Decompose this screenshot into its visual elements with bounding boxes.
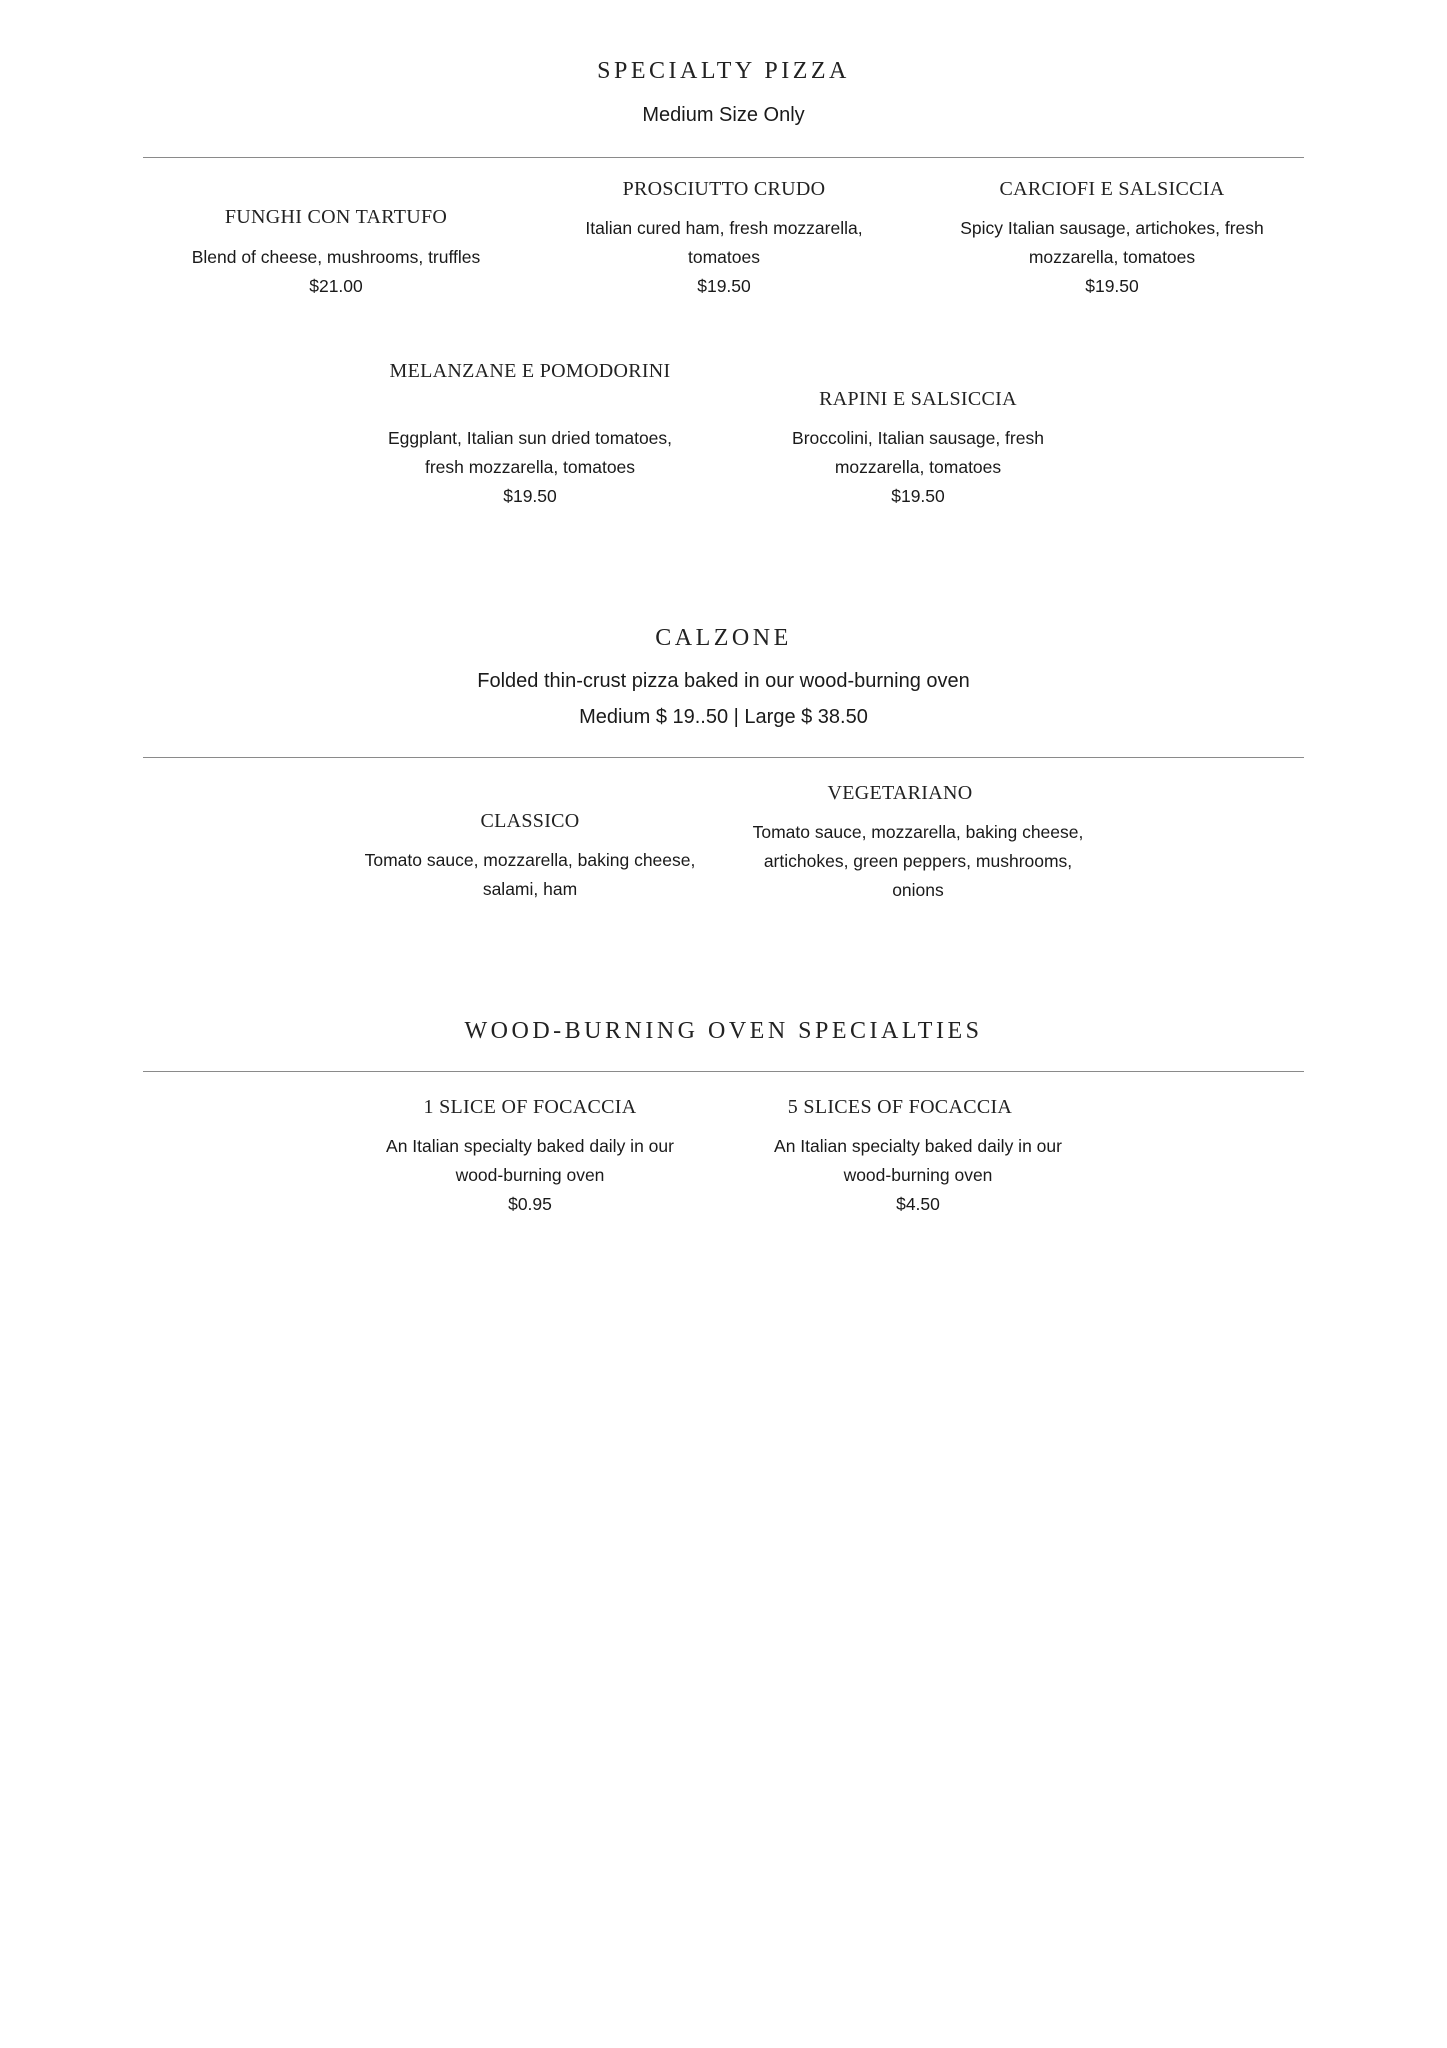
item-name: CLASSICO: [480, 810, 580, 832]
item-description-line: wood-burning oven: [455, 1165, 605, 1185]
specialty-pizza-subtitle: Medium Size Only: [642, 104, 805, 126]
item-description-line: An Italian specialty baked daily in our: [386, 1136, 674, 1156]
item-description-line: mozzarella, tomatoes: [834, 457, 1002, 477]
item-price: $19.50: [503, 486, 557, 506]
calzone-prices: Medium $ 19..50 | Large $ 38.50: [579, 706, 868, 728]
section-divider: [143, 1071, 1304, 1072]
item-description: [330, 846, 730, 904]
section-divider: [143, 157, 1304, 158]
item-name: 5 SLICES OF FOCACCIA: [787, 1096, 1013, 1118]
item-description-line: Tomato sauce, mozzarella, baking cheese,: [752, 822, 1084, 842]
section-divider: [143, 757, 1304, 758]
item-description: [330, 1132, 730, 1219]
item-name: CARCIOFI E SALSICCIA: [999, 178, 1225, 200]
item-description-line: artichokes, green peppers, mushrooms,: [763, 851, 1073, 871]
item-name: MELANZANE E POMODORINI: [389, 360, 671, 382]
item-description-line: tomatoes: [688, 247, 760, 267]
item-name: PROSCIUTTO CRUDO: [622, 178, 826, 200]
item-description: [136, 243, 536, 301]
item-name: RAPINI E SALSICCIA: [819, 388, 1017, 410]
item-price: $19.50: [697, 276, 751, 296]
item-price: $4.50: [896, 1194, 940, 1214]
item-description: [718, 1132, 1118, 1219]
item-description-line: Italian cured ham, fresh mozzarella,: [585, 218, 863, 238]
item-description-line: Spicy Italian sausage, artichokes, fresh: [960, 218, 1264, 238]
item-price: $19.50: [1085, 276, 1139, 296]
item-description-line: onions: [892, 880, 944, 900]
item-description-line: Broccolini, Italian sausage, fresh: [792, 428, 1044, 448]
specialty-pizza-title: SPECIALTY PIZZA: [597, 58, 850, 84]
item-description: [912, 214, 1312, 301]
item-price: $21.00: [309, 276, 363, 296]
item-description-line: fresh mozzarella, tomatoes: [424, 457, 636, 477]
item-name: VEGETARIANO: [827, 782, 973, 804]
item-description-line: Blend of cheese, mushrooms, truffles: [191, 247, 481, 267]
item-description-line: An Italian specialty baked daily in our: [774, 1136, 1062, 1156]
item-description: [524, 214, 924, 301]
item-price: $0.95: [508, 1194, 552, 1214]
item-name: FUNGHI CON TARTUFO: [224, 206, 448, 228]
item-description-line: wood-burning oven: [843, 1165, 993, 1185]
item-description: [718, 818, 1118, 905]
item-description: [330, 424, 730, 511]
wood-oven-title: WOOD-BURNING OVEN SPECIALTIES: [464, 1018, 983, 1044]
item-name: 1 SLICE OF FOCACCIA: [423, 1096, 637, 1118]
item-description-line: salami, ham: [482, 879, 578, 899]
item-description-line: mozzarella, tomatoes: [1028, 247, 1196, 267]
item-description-line: Tomato sauce, mozzarella, baking cheese,: [364, 850, 696, 870]
calzone-subtitle: Folded thin-crust pizza baked in our wood-burning oven: [477, 670, 970, 692]
calzone-title: CALZONE: [655, 625, 792, 651]
item-description: [718, 424, 1118, 511]
item-description-line: Eggplant, Italian sun dried tomatoes,: [387, 428, 673, 448]
item-price: $19.50: [891, 486, 945, 506]
